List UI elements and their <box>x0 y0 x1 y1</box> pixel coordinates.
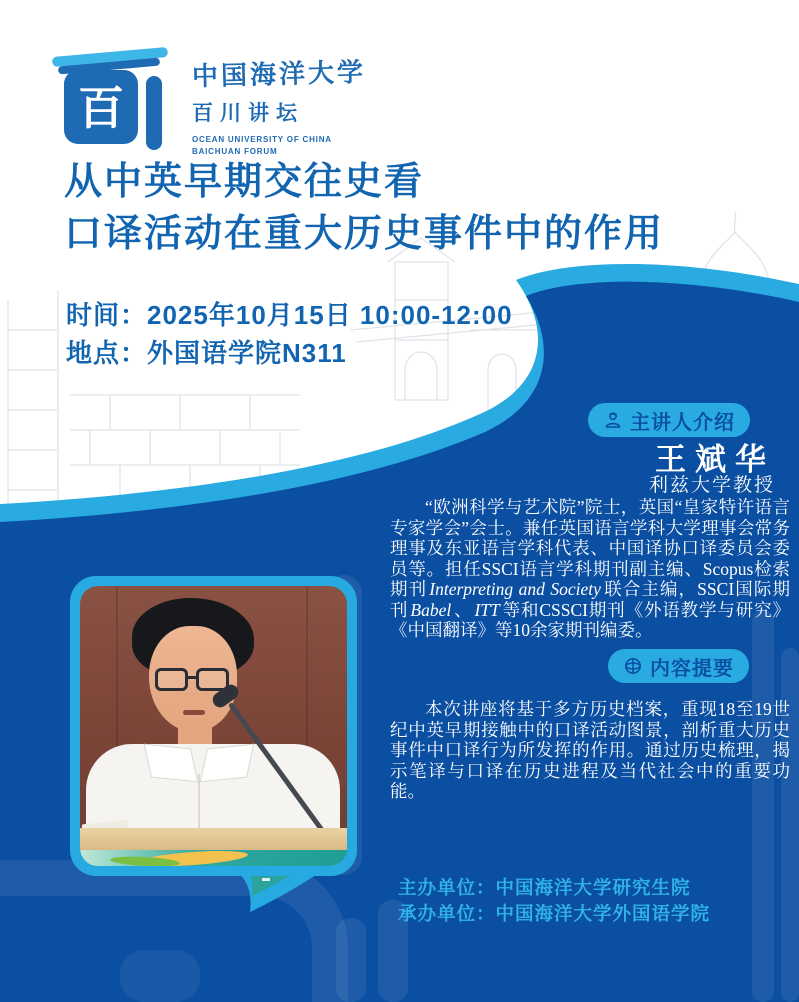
host-row <box>398 875 710 901</box>
host-value: 中国海洋大学研究生院 <box>495 877 691 898</box>
glasses-left-lens <box>155 668 188 691</box>
speaker-photo-frame <box>70 576 357 876</box>
shirt-collar <box>144 744 199 783</box>
speaker-intro-badge <box>588 403 750 437</box>
globe-icon <box>623 656 643 676</box>
speaker-face <box>149 626 237 732</box>
bio-segment: 等和CSSCI期刊《外语教学与研究》《中国翻译》等10余家期刊编委。 <box>390 599 791 640</box>
time-value: 2025年10月15日 10:00-12:00 <box>147 300 513 330</box>
person-icon <box>603 410 623 430</box>
abstract-badge <box>608 649 749 683</box>
event-time <box>66 296 513 334</box>
venue-label: 地点： <box>66 338 148 368</box>
bio-segment: 、 <box>453 599 473 620</box>
forum-name-en: BAICHUAN FORUM <box>192 147 278 156</box>
organizers <box>398 875 710 927</box>
logo-bai-glyph: 百 <box>78 83 124 134</box>
university-name-en: OCEAN UNIVERSITY OF CHINA <box>192 135 332 144</box>
bio-segment-italic: Interpreting and Society <box>429 579 601 599</box>
forum-logo <box>46 40 366 157</box>
organizer-row <box>398 901 710 927</box>
speaker-bio <box>390 497 790 641</box>
university-name-cn: 中国海洋大学 <box>191 57 367 92</box>
organizer-value: 中国海洋大学外国语学院 <box>495 903 711 924</box>
organizer-label: 承办单位： <box>398 903 496 924</box>
shirt-collar <box>200 744 255 783</box>
title-line-2: 口译活动在重大历史事件中的作用 <box>64 213 665 255</box>
desk-edge <box>80 828 347 850</box>
bio-segment-italic: ITT <box>474 599 500 620</box>
bio-segment-italic: Babel <box>410 599 452 620</box>
abstract-badge-label: 内容提要 <box>650 657 734 680</box>
event-meta <box>66 296 513 372</box>
forum-name-cn: 百川讲坛 <box>192 102 304 125</box>
event-venue <box>66 334 513 372</box>
baichuan-logo-mark <box>46 40 178 152</box>
glasses-bridge <box>187 676 197 679</box>
time-label: 时间： <box>66 300 148 330</box>
bio-segment: 联合主编，SSCI国际期刊 <box>390 579 791 620</box>
bio-segment: “欧洲科学与艺术院”院士，英国“皇家特许语言专家学会”会士。兼任英国语言学科大学理事会常务理事及东亚语言学科代表、中国译协口译委员会委员等。担任SSCI语言学科期刊副主编、Scopus检索期刊 <box>390 497 790 599</box>
host-label: 主办单位： <box>398 877 496 898</box>
abstract-text: 本次讲座将基于多方历史档案，重现18至19世纪中英早期接触中的口译活动图景，剖析重大历史事件中口译行为所发挥的作用。通过历史梳理，揭示笔译与口译在历史进程及当代社会中的重要功能。 <box>390 699 790 801</box>
speaker-name: 王斌华 <box>655 442 775 477</box>
speaker-affiliation: 利兹大学教授 <box>648 475 775 496</box>
speaker-badge-label: 主讲人介绍 <box>630 411 735 434</box>
venue-value: 外国语学院N311 <box>147 338 347 368</box>
title-line-1: 从中英早期交往史看 <box>64 161 425 203</box>
podium-panel <box>80 850 347 866</box>
lecture-title <box>64 156 664 260</box>
speaker-mouth <box>183 710 205 715</box>
speaker-photo <box>80 586 347 866</box>
